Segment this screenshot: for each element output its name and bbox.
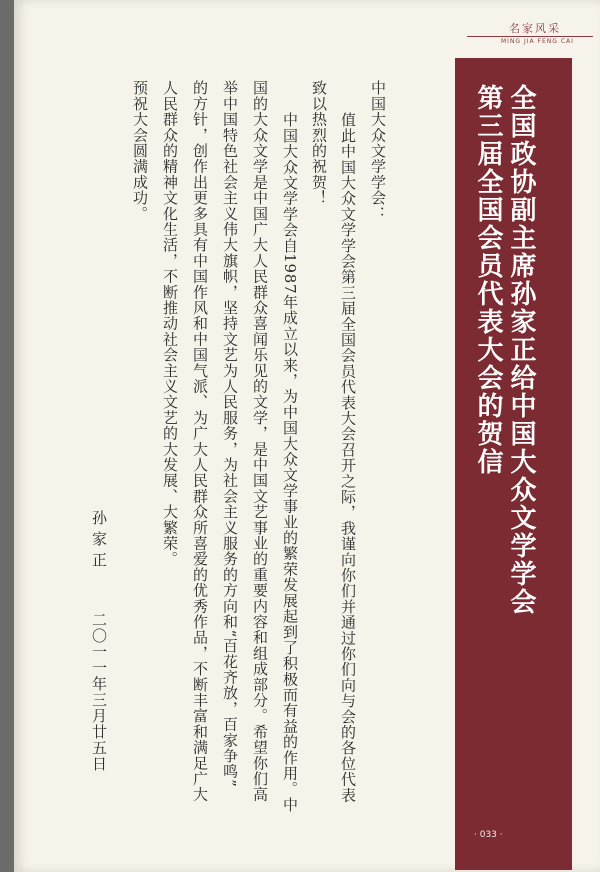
paragraph-2-line-2: 国的大众文学是中国广大人民群众喜闻乐见的文学，是中国文艺事业的重要内容和组成部分。希望你们高 — [251, 80, 269, 803]
section-pinyin: MING JIA FENG CAI — [501, 38, 574, 45]
paragraph-2-line-1: 中国大众文学学会自1987年成立以来，为中国大众文学事业的繁荣发展起到了积极而有益的作用。中 — [281, 112, 299, 813]
paragraph-2-line-5: 人民群众的精神文化生活，不断推动社会主义文艺的大发展、大繁荣。 — [161, 80, 179, 567]
paragraph-2-line-3: 举中国特色社会主义伟大旗帜，坚持文艺为人民服务，为社会主义服务的方向和“百花齐放，百家争鸣” — [221, 80, 239, 788]
title-line-1: 全国政协副主席孙家正给中国大众文学学会 — [506, 84, 536, 616]
page-number: · 033 · — [474, 830, 503, 840]
section-title: 名家风采 — [509, 22, 561, 35]
date: 二〇一一年三月廿五日 — [90, 612, 108, 772]
salutation: 中国大众文学学会： — [369, 80, 387, 222]
paragraph-2-line-4: 的方针，创作出更多具有中国作风和中国气派、为广大人民群众所喜爱的优秀作品，不断丰富和满足广大 — [191, 80, 209, 803]
signature: 孙家正 — [90, 510, 108, 573]
section-header — [455, 0, 600, 58]
paragraph-1-line-1: 值此中国大众文学学会第三届全国会员代表大会召开之际，我谨向你们并通过你们向与会的各位代表 — [339, 112, 357, 803]
header-rule — [467, 36, 593, 37]
paragraph-1-line-2: 致以热烈的祝贺！ — [310, 80, 328, 206]
title-line-2: 第三届全国会员代表大会的贺信 — [473, 84, 503, 476]
paragraph-3: 预祝大会圆满成功。 — [131, 80, 149, 222]
